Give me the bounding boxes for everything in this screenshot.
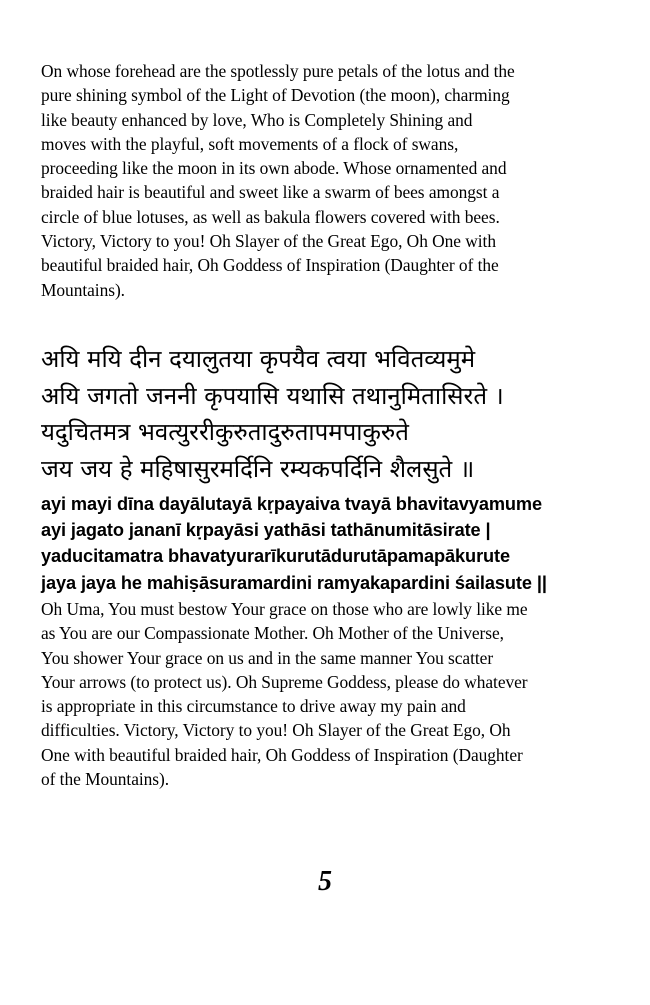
devanagari-line: अयि जगतो जननी कृपयासि यथासि तथानुमितासिरते । [41,381,504,410]
paragraph-line: braided hair is beautiful and sweet like a swarm of bees amongst a [41,182,500,203]
devanagari-line: यदुचितमत्र भवत्युररीकुरुतादुरुतापमपाकुरुते [41,418,409,446]
paragraph-line: moves with the playful, soft movements of a flock of swans, [41,133,459,154]
sanskrit-verse-devanagari [41,341,621,487]
paragraph-line: You shower Your grace on us and in the same manner You scatter [41,647,494,668]
devanagari-line: अयि मयि दीन दयालुतया कृपयैव त्वया भवितव्यमुमे [41,345,476,373]
paragraph-line: On whose forehead are the spotlessly pure petals of the lotus and the [41,61,515,81]
paragraph-line: Oh Uma, You must bestow Your grace on those who are lowly like me [41,599,528,619]
paragraph-line: Victory, Victory to you! Oh Slayer of the Great Ego, Oh One with [41,231,496,252]
transliteration-line: ayi mayi dīna dayālutayā kṛpayaiva tvayā bhavitavyamume [41,494,542,514]
paragraph-line: proceeding like the moon in its own abode. Whose ornamented and [41,158,507,179]
paragraph-line: Your arrows (to protect us). Oh Supreme Goddess, please do whatever [41,671,528,692]
paragraph-line: beautiful braided hair, Oh Goddess of Inspiration (Daughter of the [41,255,499,276]
page-number: 5 [318,866,332,897]
transliteration-line: yaducitamatra bhavatyurarīkurutādurutāpamapākurute [41,546,511,567]
paragraph-line: pure shining symbol of the Light of Devotion (the moon), charming [41,85,510,106]
paragraph-line: One with beautiful braided hair, Oh Goddess of Inspiration (Daughter [41,744,523,765]
paragraph-line: as You are our Compassionate Mother. Oh Mother of the Universe, [41,623,504,644]
paragraph-line: of the Mountains). [41,769,170,790]
paragraph-line: Mountains). [41,279,125,300]
devanagari-line: जय जय हे महिषासुरमर्दिनि रम्यकपर्दिनि शैलसुते ॥ [41,454,475,483]
translation-paragraph-2 [41,597,613,791]
sanskrit-verse-transliteration [41,491,621,596]
paragraph-line: is appropriate in this circumstance to drive away my pain and [41,696,466,717]
paragraph-line: difficulties. Victory, Victory to you! Oh Slayer of the Great Ego, Oh [41,720,511,741]
paragraph-line: circle of blue lotuses, as well as bakula flowers covered with bees. [41,206,500,227]
commentary-paragraph-1 [41,59,613,302]
transliteration-line: jaya jaya he mahiṣāsuramardini ramyakapardini śailasute || [41,572,547,593]
paragraph-line: like beauty enhanced by love, Who is Completely Shining and [41,109,473,130]
transliteration-line: ayi jagato jananī kṛpayāsi yathāsi tathānumitāsirate | [41,520,491,541]
